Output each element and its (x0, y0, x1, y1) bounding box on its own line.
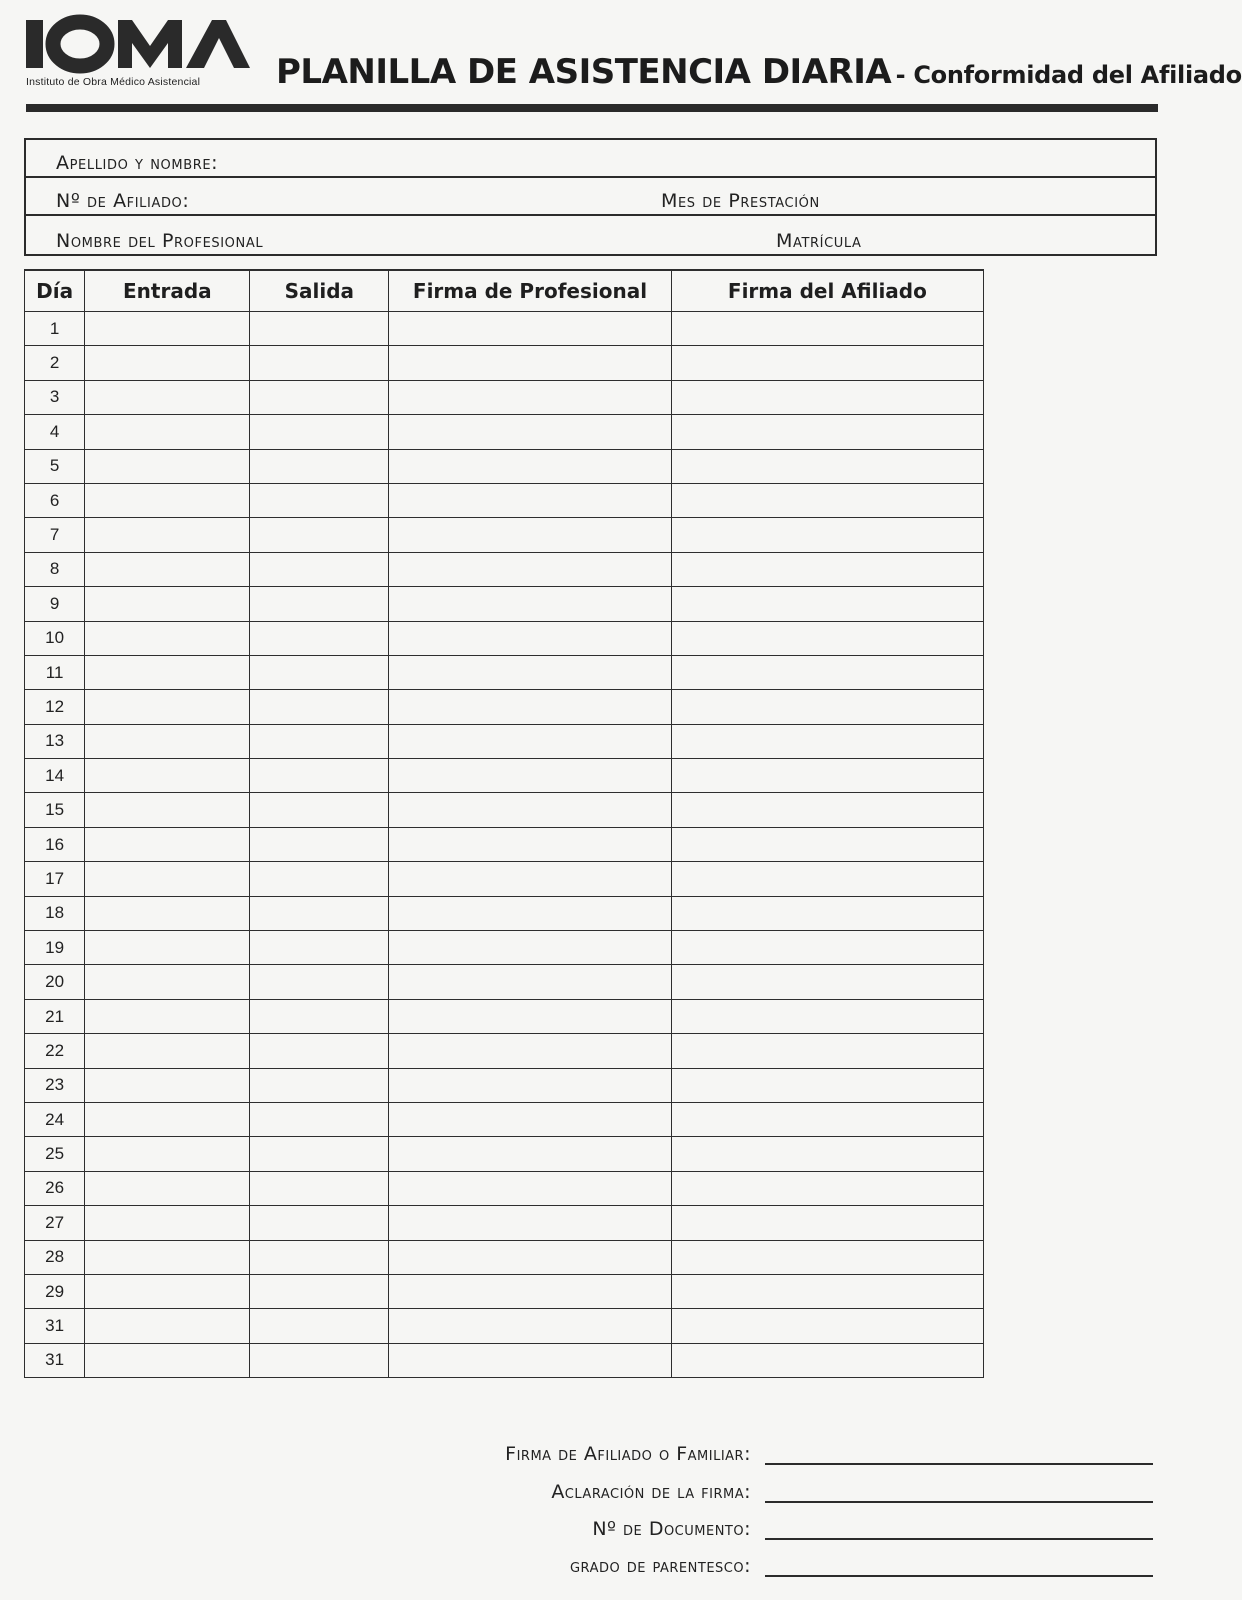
firma-profesional-cell[interactable] (389, 862, 672, 896)
salida-cell[interactable] (250, 896, 389, 930)
salida-cell[interactable] (250, 552, 389, 586)
day-cell: 31 (25, 1343, 85, 1377)
entrada-cell[interactable] (85, 1274, 250, 1308)
entrada-cell[interactable] (85, 724, 250, 758)
mes-prestacion-label: Mes de Prestación (661, 190, 820, 212)
day-cell: 27 (25, 1206, 85, 1240)
firma-afiliado-cell[interactable] (671, 1137, 983, 1171)
firma-afiliado-cell[interactable] (671, 621, 983, 655)
salida-cell[interactable] (250, 1240, 389, 1274)
aclaracion-line[interactable] (765, 1501, 1153, 1503)
entrada-cell[interactable] (85, 1102, 250, 1136)
table-row (25, 1068, 984, 1102)
entrada-cell[interactable] (85, 1068, 250, 1102)
entrada-cell[interactable] (85, 449, 250, 483)
table-row (25, 1137, 984, 1171)
salida-cell[interactable] (250, 1171, 389, 1205)
table-row (25, 1171, 984, 1205)
firma-afiliado-cell[interactable] (671, 483, 983, 517)
table-row (25, 449, 984, 483)
firma-afiliado-cell[interactable] (671, 1068, 983, 1102)
salida-cell[interactable] (250, 759, 389, 793)
entrada-cell[interactable] (85, 346, 250, 380)
day-cell: 19 (25, 931, 85, 965)
documento-line[interactable] (765, 1538, 1153, 1540)
entrada-cell[interactable] (85, 690, 250, 724)
table-row (25, 655, 984, 689)
firma-afiliado-cell[interactable] (671, 415, 983, 449)
firma-afiliado-cell[interactable] (671, 931, 983, 965)
table-row (25, 483, 984, 517)
title-subtitle: - Conformidad del Afiliado (895, 61, 1242, 89)
salida-cell[interactable] (250, 1137, 389, 1171)
firma-afiliado-cell[interactable] (671, 380, 983, 414)
table-row (25, 1309, 984, 1343)
firma-afiliado-cell[interactable] (671, 449, 983, 483)
salida-cell[interactable] (250, 724, 389, 758)
table-row (25, 793, 984, 827)
salida-cell[interactable] (250, 1102, 389, 1136)
firma-afiliado-cell[interactable] (671, 312, 983, 346)
salida-cell[interactable] (250, 965, 389, 999)
day-cell: 31 (25, 1309, 85, 1343)
firma-afiliado-cell[interactable] (671, 552, 983, 586)
firma-afiliado-cell[interactable] (671, 1240, 983, 1274)
day-cell: 13 (25, 724, 85, 758)
firma-afiliado-cell[interactable] (671, 1206, 983, 1240)
salida-cell[interactable] (250, 1206, 389, 1240)
footer-firma-row (0, 1437, 1179, 1467)
info-box (24, 138, 1157, 256)
firma-profesional-cell[interactable] (389, 1240, 672, 1274)
entrada-cell[interactable] (85, 518, 250, 552)
table-row (25, 896, 984, 930)
firma-profesional-cell[interactable] (389, 759, 672, 793)
firma-afiliado-cell[interactable] (671, 1171, 983, 1205)
firma-afiliado-cell[interactable] (671, 759, 983, 793)
table-row (25, 518, 984, 552)
firma-afiliado-cell[interactable] (671, 518, 983, 552)
matricula-label: Matrícula (776, 230, 862, 252)
day-cell: 4 (25, 415, 85, 449)
day-cell: 2 (25, 346, 85, 380)
table-row (25, 1034, 984, 1068)
header-entrada: Entrada (85, 270, 250, 312)
salida-cell[interactable] (250, 1309, 389, 1343)
firma-profesional-cell[interactable] (389, 1274, 672, 1308)
salida-cell[interactable] (250, 346, 389, 380)
firma-afiliado-cell[interactable] (671, 724, 983, 758)
table-row (25, 621, 984, 655)
day-cell: 14 (25, 759, 85, 793)
entrada-cell[interactable] (85, 621, 250, 655)
salida-cell[interactable] (250, 380, 389, 414)
firma-profesional-cell[interactable] (389, 931, 672, 965)
firma-afiliado-cell[interactable] (671, 862, 983, 896)
entrada-cell[interactable] (85, 552, 250, 586)
firma-afiliado-cell[interactable] (671, 1343, 983, 1377)
salida-cell[interactable] (250, 449, 389, 483)
table-row (25, 380, 984, 414)
day-cell: 20 (25, 965, 85, 999)
firma-profesional-cell[interactable] (389, 1206, 672, 1240)
firma-profesional-cell[interactable] (389, 587, 672, 621)
salida-cell[interactable] (250, 1068, 389, 1102)
header-firma-afiliado: Firma del Afiliado (671, 270, 983, 312)
day-cell: 25 (25, 1137, 85, 1171)
day-cell: 21 (25, 999, 85, 1033)
firma-afiliado-cell[interactable] (671, 793, 983, 827)
aclaracion-label: Aclaración de la firma: (551, 1481, 751, 1503)
firma-profesional-cell[interactable] (389, 827, 672, 861)
firma-profesional-cell[interactable] (389, 965, 672, 999)
salida-cell[interactable] (250, 518, 389, 552)
salida-cell[interactable] (250, 793, 389, 827)
day-cell: 26 (25, 1171, 85, 1205)
attendance-table (24, 269, 984, 1378)
firma-profesional-cell[interactable] (389, 1034, 672, 1068)
salida-cell[interactable] (250, 1034, 389, 1068)
firma-profesional-cell[interactable] (389, 552, 672, 586)
entrada-cell[interactable] (85, 1206, 250, 1240)
table-row (25, 1240, 984, 1274)
firma-afiliado-cell[interactable] (671, 346, 983, 380)
ioma-logo (26, 16, 254, 88)
entrada-cell[interactable] (85, 1137, 250, 1171)
salida-cell[interactable] (250, 827, 389, 861)
table-row (25, 1274, 984, 1308)
firma-afiliado-cell[interactable] (671, 827, 983, 861)
firma-profesional-cell[interactable] (389, 655, 672, 689)
footer-parentesco-row (0, 1549, 1179, 1579)
entrada-cell[interactable] (85, 999, 250, 1033)
firma-profesional-cell[interactable] (389, 346, 672, 380)
page-title (276, 52, 1242, 92)
day-cell: 1 (25, 312, 85, 346)
firma-afiliado-line[interactable] (765, 1463, 1153, 1465)
table-row (25, 1206, 984, 1240)
day-cell: 6 (25, 483, 85, 517)
parentesco-line[interactable] (765, 1575, 1153, 1577)
entrada-cell[interactable] (85, 1309, 250, 1343)
info-row-apellido[interactable] (26, 140, 1155, 178)
table-row (25, 1102, 984, 1136)
afiliado-label: Nº de Afiliado: (56, 190, 190, 212)
entrada-cell[interactable] (85, 1343, 250, 1377)
day-cell: 5 (25, 449, 85, 483)
entrada-cell[interactable] (85, 587, 250, 621)
logo-subtitle: Instituto de Obra Médico Asistencial (26, 76, 201, 88)
table-header-row (25, 270, 984, 312)
day-cell: 11 (25, 655, 85, 689)
title-main: PLANILLA DE ASISTENCIA DIARIA (276, 52, 892, 92)
salida-cell[interactable] (250, 587, 389, 621)
table-row (25, 587, 984, 621)
entrada-cell[interactable] (85, 1171, 250, 1205)
day-cell: 8 (25, 552, 85, 586)
firma-afiliado-cell[interactable] (671, 1274, 983, 1308)
salida-cell[interactable] (250, 690, 389, 724)
firma-profesional-cell[interactable] (389, 999, 672, 1033)
table-row (25, 862, 984, 896)
entrada-cell[interactable] (85, 380, 250, 414)
entrada-cell[interactable] (85, 862, 250, 896)
firma-profesional-cell[interactable] (389, 690, 672, 724)
day-cell: 18 (25, 896, 85, 930)
firma-profesional-cell[interactable] (389, 621, 672, 655)
day-cell: 16 (25, 827, 85, 861)
salida-cell[interactable] (250, 1274, 389, 1308)
table-row (25, 346, 984, 380)
day-cell: 15 (25, 793, 85, 827)
day-cell: 23 (25, 1068, 85, 1102)
entrada-cell[interactable] (85, 415, 250, 449)
firma-profesional-cell[interactable] (389, 415, 672, 449)
documento-label: Nº de Documento: (592, 1518, 751, 1540)
day-cell: 9 (25, 587, 85, 621)
header-firma-profesional: Firma de Profesional (389, 270, 672, 312)
day-cell: 3 (25, 380, 85, 414)
table-row (25, 931, 984, 965)
entrada-cell[interactable] (85, 759, 250, 793)
firma-afiliado-cell[interactable] (671, 655, 983, 689)
salida-cell[interactable] (250, 621, 389, 655)
salida-cell[interactable] (250, 931, 389, 965)
day-cell: 17 (25, 862, 85, 896)
table-row (25, 312, 984, 346)
salida-cell[interactable] (250, 655, 389, 689)
salida-cell[interactable] (250, 999, 389, 1033)
day-cell: 28 (25, 1240, 85, 1274)
firma-afiliado-cell[interactable] (671, 690, 983, 724)
entrada-cell[interactable] (85, 827, 250, 861)
entrada-cell[interactable] (85, 1034, 250, 1068)
table-row (25, 552, 984, 586)
table-row (25, 690, 984, 724)
header-divider (26, 104, 1158, 112)
entrada-cell[interactable] (85, 312, 250, 346)
info-row-afiliado[interactable] (26, 178, 1155, 216)
salida-cell[interactable] (250, 415, 389, 449)
firma-profesional-cell[interactable] (389, 1309, 672, 1343)
entrada-cell[interactable] (85, 931, 250, 965)
table-row (25, 999, 984, 1033)
entrada-cell[interactable] (85, 483, 250, 517)
entrada-cell[interactable] (85, 896, 250, 930)
table-row (25, 724, 984, 758)
salida-cell[interactable] (250, 483, 389, 517)
firma-profesional-cell[interactable] (389, 724, 672, 758)
entrada-cell[interactable] (85, 1240, 250, 1274)
ioma-logo-wordmark (26, 16, 250, 72)
parentesco-label: grado de parentesco: (569, 1555, 751, 1577)
firma-afiliado-cell[interactable] (671, 965, 983, 999)
salida-cell[interactable] (250, 1343, 389, 1377)
footer-aclaracion-row (0, 1475, 1179, 1505)
salida-cell[interactable] (250, 312, 389, 346)
table-row (25, 1343, 984, 1377)
firma-profesional-cell[interactable] (389, 896, 672, 930)
firma-profesional-cell[interactable] (389, 518, 672, 552)
firma-afiliado-cell[interactable] (671, 1034, 983, 1068)
firma-afiliado-cell[interactable] (671, 1309, 983, 1343)
day-cell: 22 (25, 1034, 85, 1068)
firma-afiliado-cell[interactable] (671, 1102, 983, 1136)
firma-afiliado-label: Firma de Afiliado o Familiar: (505, 1443, 751, 1465)
firma-afiliado-cell[interactable] (671, 896, 983, 930)
footer-documento-row (0, 1512, 1179, 1542)
table-row (25, 759, 984, 793)
firma-profesional-cell[interactable] (389, 449, 672, 483)
firma-profesional-cell[interactable] (389, 1068, 672, 1102)
day-cell: 10 (25, 621, 85, 655)
entrada-cell[interactable] (85, 655, 250, 689)
day-cell: 12 (25, 690, 85, 724)
firma-profesional-cell[interactable] (389, 483, 672, 517)
day-cell: 24 (25, 1102, 85, 1136)
table-row (25, 965, 984, 999)
firma-profesional-cell[interactable] (389, 1171, 672, 1205)
firma-profesional-cell[interactable] (389, 793, 672, 827)
firma-profesional-cell[interactable] (389, 1343, 672, 1377)
apellido-label: Apellido y nombre: (56, 152, 219, 174)
firma-afiliado-cell[interactable] (671, 587, 983, 621)
header-dia: Día (25, 270, 85, 312)
profesional-label: Nombre del Profesional (56, 230, 264, 252)
day-cell: 7 (25, 518, 85, 552)
firma-afiliado-cell[interactable] (671, 999, 983, 1033)
salida-cell[interactable] (250, 862, 389, 896)
header-salida: Salida (250, 270, 389, 312)
table-row (25, 827, 984, 861)
firma-profesional-cell[interactable] (389, 380, 672, 414)
day-cell: 29 (25, 1274, 85, 1308)
entrada-cell[interactable] (85, 793, 250, 827)
firma-profesional-cell[interactable] (389, 312, 672, 346)
attendance-body (25, 312, 984, 1378)
entrada-cell[interactable] (85, 965, 250, 999)
firma-profesional-cell[interactable] (389, 1102, 672, 1136)
table-row (25, 415, 984, 449)
firma-profesional-cell[interactable] (389, 1137, 672, 1171)
info-row-profesional[interactable] (26, 216, 1155, 254)
